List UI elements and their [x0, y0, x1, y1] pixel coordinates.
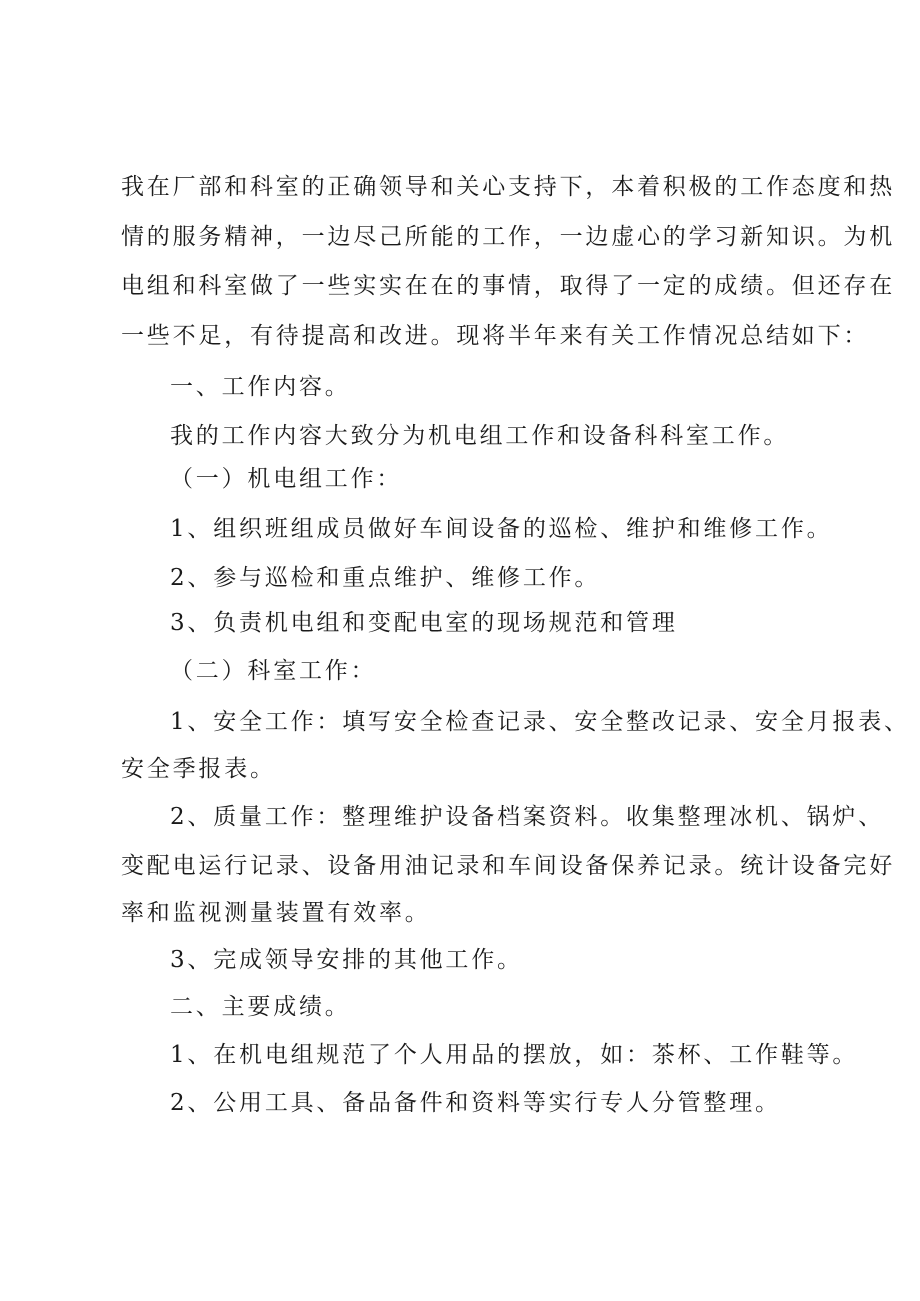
subsection-2-item-2-line-3: 率和监视测量装置有效率。 [121, 900, 431, 926]
subsection-1-heading: （一）机电组工作： [170, 466, 403, 492]
subsection-1-item-2: 2、参与巡检和重点维护、维修工作。 [170, 565, 601, 591]
subsection-2-item-2-line-2: 变配电运行记录、设备用油记录和车间设备保养记录。统计设备完好 [121, 853, 895, 879]
section-1-summary: 我的工作内容大致分为机电组工作和设备科科室工作。 [170, 423, 790, 449]
subsection-1-item-1: 1、组织班组成员做好车间设备的巡检、维护和维修工作。 [170, 516, 833, 542]
section-1-heading: 一、工作内容。 [170, 374, 351, 400]
section-2-heading: 二、主要成绩。 [170, 994, 351, 1020]
subsection-2-item-3: 3、完成领导安排的其他工作。 [170, 947, 523, 973]
intro-line-2: 情的服务精神，一边尽己所能的工作，一边虚心的学习新知识。为机 [121, 224, 895, 250]
subsection-2-item-1-line-2: 安全季报表。 [121, 756, 276, 782]
section-2-item-1: 1、在机电组规范了个人用品的摆放，如：茶杯、工作鞋等。 [170, 1042, 859, 1068]
subsection-2-item-2-line-1: 2、质量工作：整理维护设备档案资料。收集整理冰机、锅炉、 [170, 804, 885, 830]
intro-line-3: 电组和科室做了一些实实在在的事情，取得了一定的成绩。但还存在 [121, 273, 895, 299]
intro-line-1: 我在厂部和科室的正确领导和关心支持下，本着积极的工作态度和热 [121, 174, 895, 200]
subsection-1-item-3: 3、负责机电组和变配电室的现场规范和管理 [170, 610, 678, 636]
section-2-item-2: 2、公用工具、备品备件和资料等实行专人分管整理。 [170, 1090, 781, 1116]
subsection-2-item-1-line-1: 1、安全工作：填写安全检查记录、安全整改记录、安全月报表、 [170, 709, 910, 735]
subsection-2-heading: （二）科室工作： [170, 658, 377, 684]
intro-line-4: 一些不足，有待提高和改进。现将半年来有关工作情况总结如下： [121, 323, 870, 349]
